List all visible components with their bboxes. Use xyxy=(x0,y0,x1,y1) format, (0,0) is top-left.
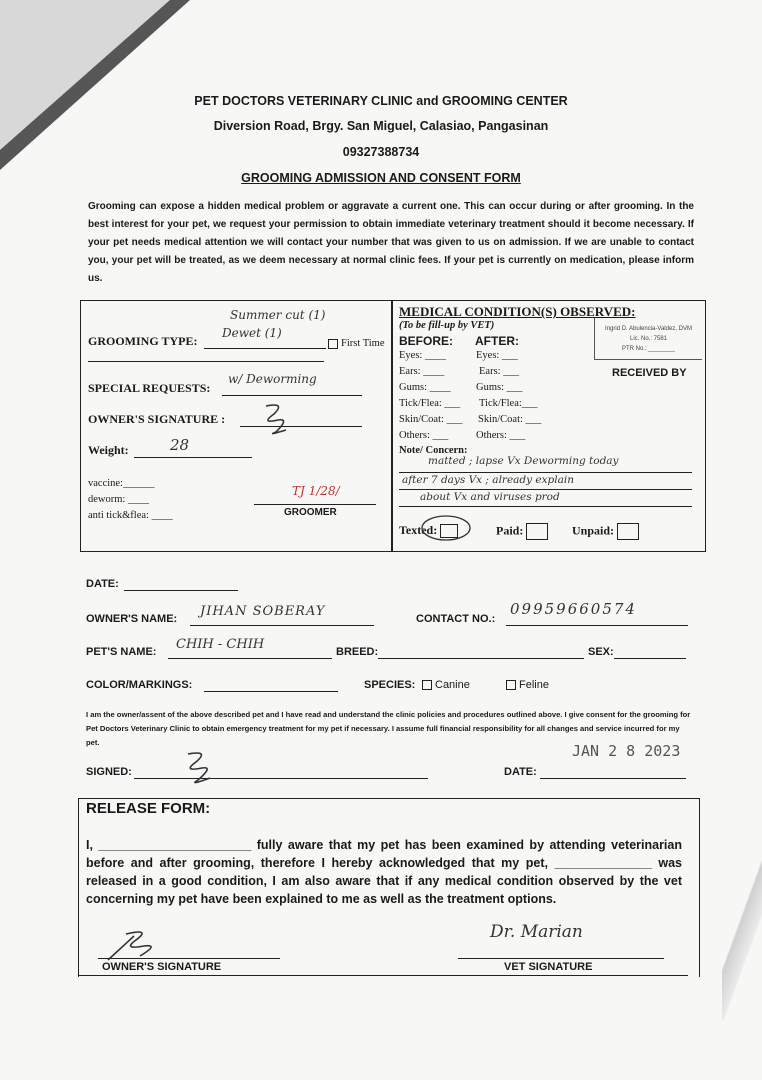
stamp-ptr: PTR No.: ________ xyxy=(621,346,676,352)
date-label: DATE: xyxy=(86,578,119,590)
canine-label: Canine xyxy=(435,679,470,691)
date-line xyxy=(124,590,238,591)
grooming-type-line xyxy=(204,348,326,349)
pet-name-label: PET'S NAME: xyxy=(86,646,157,658)
signed-date-label: DATE: xyxy=(504,766,537,778)
after-label: AFTER: xyxy=(475,334,519,348)
after-gums: Gums: ___ xyxy=(476,382,523,393)
color-markings-label: COLOR/MARKINGS: xyxy=(86,679,193,691)
feline-checkbox[interactable] xyxy=(506,680,516,690)
grooming-type-value-2: Dewet (1) xyxy=(222,326,282,340)
breed-label: BREED: xyxy=(336,646,379,658)
after-tick-flea: Tick/Flea:___ xyxy=(479,398,538,409)
groomer-label: GROOMER xyxy=(284,507,337,518)
special-requests-line xyxy=(222,395,362,396)
after-others: Others: ___ xyxy=(476,430,526,441)
texted-label: Texted: xyxy=(399,523,438,537)
owner-name-line xyxy=(190,625,374,626)
weight-label: Weight: xyxy=(88,443,129,457)
unpaid-field[interactable] xyxy=(572,523,639,540)
paid-label: Paid: xyxy=(496,523,524,538)
owner-name-label: OWNER'S NAME: xyxy=(86,613,178,625)
contact-value: 09959660574 xyxy=(510,600,637,618)
paid-field[interactable] xyxy=(496,523,548,540)
anti-tick-label: anti tick&flea: ____ xyxy=(88,510,173,521)
note-line-2: after 7 days Vx ; already explain xyxy=(402,474,575,486)
owner-release-signature-mark xyxy=(104,926,174,966)
feline-label: Feline xyxy=(519,679,549,691)
first-time-checkbox[interactable] xyxy=(328,338,384,349)
stamp-license: Lic. No.: 7581 xyxy=(629,336,668,342)
signed-label: SIGNED: xyxy=(86,766,132,778)
owner-signature-label: OWNER'S SIGNATURE : xyxy=(88,412,226,426)
grooming-extra-line xyxy=(88,361,324,362)
vaccine-label: vaccine:______ xyxy=(88,478,155,489)
clinic-name: PET DOCTORS VETERINARY CLINIC and GROOMING CENTER xyxy=(194,94,568,108)
vet-signature-line xyxy=(458,958,664,959)
special-requests-label: SPECIAL REQUESTS: xyxy=(88,381,211,395)
form-title: GROOMING ADMISSION AND CONSENT FORM xyxy=(241,171,521,185)
breed-line xyxy=(378,658,584,659)
sex-line xyxy=(614,658,686,659)
release-bottom-rule xyxy=(78,975,688,976)
note-rule-2 xyxy=(399,489,692,490)
before-tick-flea: Tick/Flea: ___ xyxy=(399,398,461,409)
owner-release-signature-label: OWNER'S SIGNATURE xyxy=(102,961,222,973)
release-form-title: RELEASE FORM: xyxy=(86,800,211,817)
note-rule-1 xyxy=(399,472,692,473)
vet-stamp xyxy=(594,318,702,360)
consent-paragraph: I am the owner/assent of the above described pet and I have read and understand the clinic policies and procedures outlined above. I give consent for the grooming for Pet Doctors Veterinary Clinic to obtain emergency treatment for my pet if necessary. I assume full financial responsibility for all changes and service incurred for my pet. xyxy=(86,710,691,747)
stamp-name: Ingrid D. Abulencia-Valdez, DVM xyxy=(605,326,692,332)
after-ears: Ears: ___ xyxy=(479,366,519,377)
note-line-1: matted ; lapse Vx Deworming today xyxy=(428,455,619,467)
signed-date-line xyxy=(540,778,686,779)
before-eyes: Eyes: ____ xyxy=(399,350,446,361)
clinic-phone: 09327388734 xyxy=(342,145,420,159)
pet-name-line xyxy=(168,658,332,659)
color-markings-line xyxy=(204,691,338,692)
canine-checkbox[interactable] xyxy=(422,680,432,690)
after-skin-coat: Skin/Coat: ___ xyxy=(478,414,542,425)
note-rule-3 xyxy=(399,506,692,507)
pet-name-value: CHIH - CHIH xyxy=(176,637,265,652)
date-stamp: JAN 2 8 2023 xyxy=(572,742,681,760)
owner-signature-mark xyxy=(256,398,296,438)
signed-signature-mark xyxy=(176,748,220,788)
grooming-type-value-1: Summer cut (1) xyxy=(230,308,326,322)
note-line-3: about Vx and viruses prod xyxy=(420,491,560,503)
page-edge-shadow xyxy=(722,860,762,1020)
vet-signature-value: Dr. Marian xyxy=(490,922,583,942)
grooming-type-label: GROOMING TYPE: xyxy=(88,334,198,348)
medical-condition-subtitle: (To be fill-up by VET) xyxy=(399,320,495,331)
before-others: Others: ___ xyxy=(399,430,449,441)
paid-checkbox[interactable] xyxy=(526,523,548,540)
release-paragraph: I, ______________________ fully aware that my pet has been examined by attending veterinarian before and after grooming, therefore I hereby acknowledged that my pet, ______________ was released in a good condition, I am also aware that if any medical condition observed by the vet concerning my pet have been explained to me as well as the treatment options. xyxy=(86,838,682,906)
note-concern-label: Note/ Concern: xyxy=(399,445,468,456)
medical-condition-title: MEDICAL CONDITION(S) OBSERVED: xyxy=(399,304,636,319)
clinic-address: Diversion Road, Brgy. San Miguel, Calasiao, Pangasinan xyxy=(213,119,549,133)
deworm-label: deworm: ____ xyxy=(88,494,149,505)
species-label: SPECIES: xyxy=(364,679,416,691)
before-skin-coat: Skin/Coat: ___ xyxy=(399,414,463,425)
groomer-signature: TJ 1/28/ xyxy=(292,484,340,498)
owner-name-value: JIHAN SOBERAY xyxy=(200,604,326,619)
feline-option[interactable] xyxy=(506,679,549,691)
before-gums: Gums: ____ xyxy=(399,382,451,393)
sex-label: SEX: xyxy=(588,646,614,658)
intro-paragraph: Grooming can expose a hidden medical problem or aggravate a current one. This can occur during or after grooming. In the best interest for your pet, we request your permission to obtain immediate veterinary treatment should it become necessary. If your pet needs medical attention we will contact your number that was given to us on admission. If we are unable to contact you, your pet will be treated, as we deem necessary at normal clinic fees. If your pet is currently on medication, please inform us. xyxy=(88,201,694,284)
first-time-box[interactable] xyxy=(328,339,338,349)
contact-line xyxy=(506,625,688,626)
before-ears: Ears: ____ xyxy=(399,366,445,377)
special-requests-value: w/ Deworming xyxy=(228,372,317,386)
groomer-line xyxy=(254,504,376,505)
weight-line xyxy=(134,457,252,458)
before-label: BEFORE: xyxy=(399,334,453,348)
unpaid-label: Unpaid: xyxy=(572,523,615,538)
contact-label: CONTACT NO.: xyxy=(416,613,496,625)
received-by-label: RECEIVED BY xyxy=(612,367,687,379)
unpaid-checkbox[interactable] xyxy=(617,523,639,540)
after-eyes: Eyes: ___ xyxy=(476,350,518,361)
first-time-label: First Time xyxy=(341,338,385,349)
canine-option[interactable] xyxy=(422,679,470,691)
texted-circle-mark xyxy=(418,510,478,544)
weight-value: 28 xyxy=(170,436,190,454)
vet-signature-label: VET SIGNATURE xyxy=(504,961,593,973)
